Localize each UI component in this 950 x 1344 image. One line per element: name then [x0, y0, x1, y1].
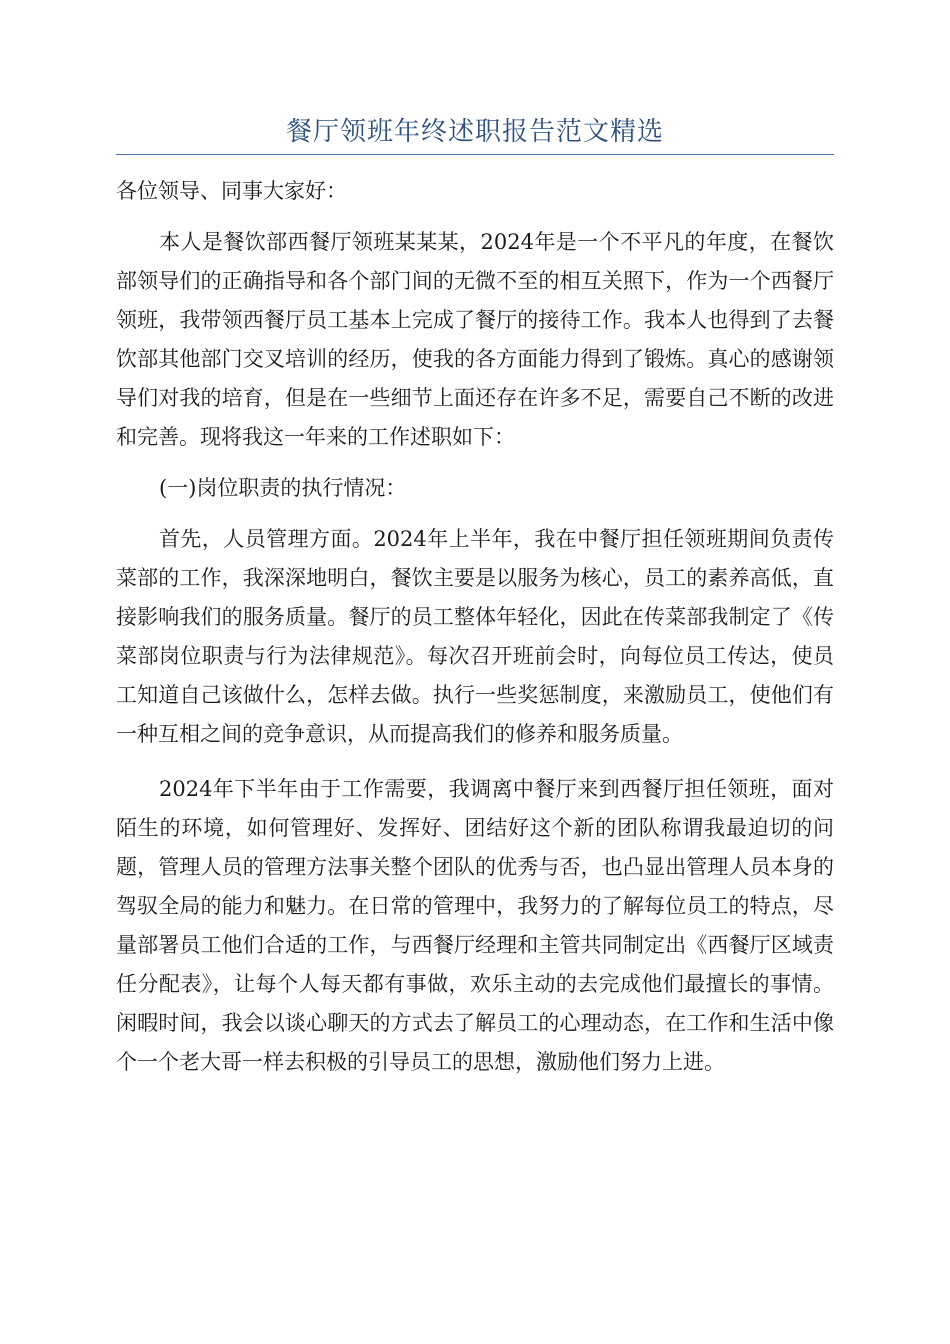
salutation: 各位领导、同事大家好： [116, 179, 347, 203]
document-body [116, 172, 834, 1082]
title-underline [116, 154, 834, 155]
paragraph-intro: 本人是餐饮部西餐厅领班某某某，2024年是一个不平凡的年度，在餐饮部领导们的正确指导和各个部门间的无微不至的相互关照下，作为一个西餐厅领班，我带领西餐厅员工基本上完成了餐厅的接待工作。我本人也得到了去餐饮部其他部门交叉培训的经历，使我的各方面能力得到了锻炼。真心的感谢领导们对我的培育，但是在一些细节上面还存在许多不足，需要自己不断的改进和完善。现将我这一年来的工作述职如下： [116, 230, 834, 449]
paragraph-staff-management: 首先，人员管理方面。2024年上半年，我在中餐厅担任领班期间负责传菜部的工作，我深深地明白，餐饮主要是以服务为核心，员工的素养高低，直接影响我们的服务质量。餐厅的员工整体年轻化，因此在传菜部我制定了《传菜部岗位职责与行为法律规范》。每次召开班前会时，向每位员工传达，使员工知道自己该做什么，怎样去做。执行一些奖惩制度，来激励员工，使他们有一种互相之间的竞争意识，从而提高我们的修养和服务质量。 [116, 527, 834, 746]
section-heading: (一)岗位职责的执行情况： [159, 476, 407, 500]
paragraph-second-half-year: 2024年下半年由于工作需要，我调离中餐厅来到西餐厅担任领班，面对陌生的环境，如何管理好、发挥好、团结好这个新的团队称谓我最迫切的问题，管理人员的管理方法事关整个团队的优秀与否，也凸显出管理人员本身的驾驭全局的能力和魅力。在日常的管理中，我努力的了解每位员工的特点，尽量部署员工他们合适的工作，与西餐厅经理和主管共同制定出《西餐厅区域责任分配表》，让每个人每天都有事做，欢乐主动的去完成他们最擅长的事情。闲暇时间，我会以谈心聊天的方式去了解员工的心理动态，在工作和生活中像个一个老大哥一样去积极的引导员工的思想，激励他们努力上进。 [116, 777, 834, 1074]
document-title: 餐厅领班年终述职报告范文精选 [285, 117, 664, 147]
